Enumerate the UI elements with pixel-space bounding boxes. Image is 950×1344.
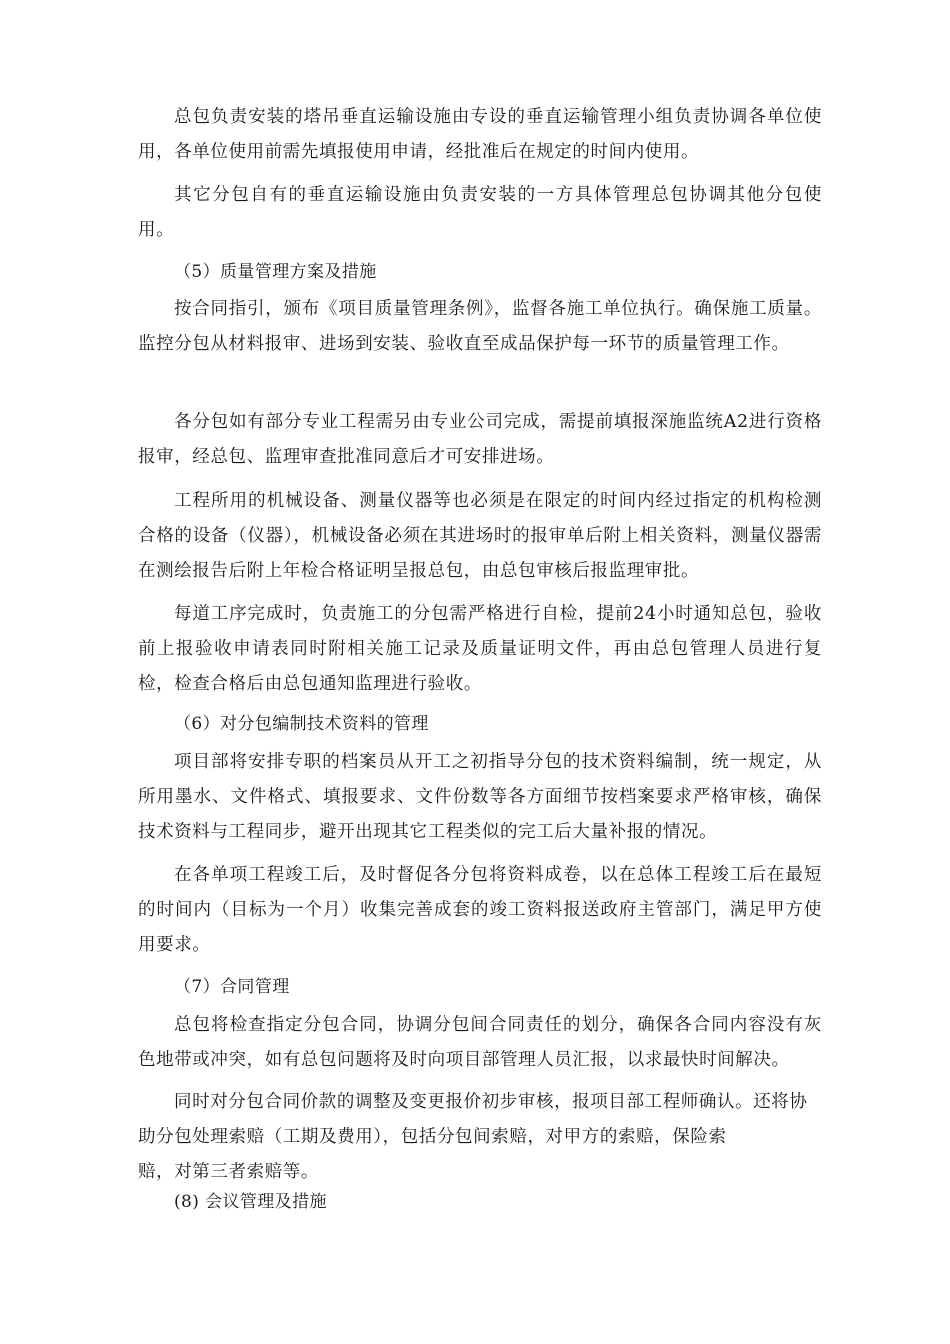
paragraph-claims-handling <box>138 1085 822 1190</box>
paragraph-specialist-qualification: 各分包如有部分专业工程需另由专业公司完成，需提前填报深施监统A2进行资格报审，经总包、监理审查批准同意后才可安排进场。 <box>138 412 822 467</box>
paragraph-completion-documents: 在各单项工程竣工后，及时督促各分包将资料成卷，以在总体工程竣工后在最短的时间内（目标为一个月）收集完善成套的竣工资料报送政府主管部门，满足甲方使用要求。 <box>138 865 822 955</box>
paragraph-subcontractor-transport: 其它分包自有的垂直运输设施由负责安装的一方具体管理总包协调其他分包使用。 <box>138 185 822 240</box>
paragraph-process-inspection: 每道工序完成时，负责施工的分包需严格进行自检，提前24小时通知总包，验收前上报验收申请表同时附相关施工记录及质量证明文件，再由总包管理人员进行复检，检查合格后由总包通知监理进行验收。 <box>138 604 822 694</box>
paragraph-line: 同时对分包合同价款的调整及变更报价初步审核，报项目部工程师确认。还将协 <box>174 1092 808 1112</box>
paragraph-contract-review: 总包将检查指定分包合同，协调分包间合同责任的划分，确保各合同内容没有灰色地带或冲突，如有总包问题将及时向项目部管理人员汇报，以求最快时间解决。 <box>138 1015 822 1070</box>
section-heading-5: （5）质量管理方案及措施 <box>174 262 377 282</box>
section-heading-8: (8) 会议管理及措施 <box>174 1192 327 1212</box>
section-heading-6: （6）对分包编制技术资料的管理 <box>174 714 429 734</box>
paragraph-vertical-transport: 总包负责安装的塔吊垂直运输设施由专设的垂直运输管理小组负责协调各单位使用，各单位使用前需先填报使用申请，经批准后在规定的时间内使用。 <box>138 107 822 162</box>
paragraph-line: 助分包处理索赔（工期及费用），包括分包间索赔，对甲方的索赔，保险索 <box>138 1127 727 1147</box>
section-heading-7: （7）合同管理 <box>174 977 290 997</box>
paragraph-line: 赔，对第三者索赔等。 <box>138 1162 319 1182</box>
paragraph-equipment-inspection: 工程所用的机械设备、测量仪器等也必须是在限定的时间内经过指定的机构检测合格的设备（仪器），机械设备必须在其进场时的报审单后附上相关资料，测量仪器需在测绘报告后附上年检合格证明呈报总包，由总包审核后报监理审批。 <box>138 491 822 581</box>
paragraph-archive-management: 项目部将安排专职的档案员从开工之初指导分包的技术资料编制，统一规定，从所用墨水、文件格式、填报要求、文件份数等各方面细节按档案要求严格审核，确保技术资料与工程同步，避开出现其它工程类似的完工后大量补报的情况。 <box>138 752 822 842</box>
paragraph-quality-regulations: 按合同指引，颁布《项目质量管理条例》，监督各施工单位执行。确保施工质量。监控分包从材料报审、进场到安装、验收直至成品保护每一环节的质量管理工作。 <box>138 299 822 354</box>
